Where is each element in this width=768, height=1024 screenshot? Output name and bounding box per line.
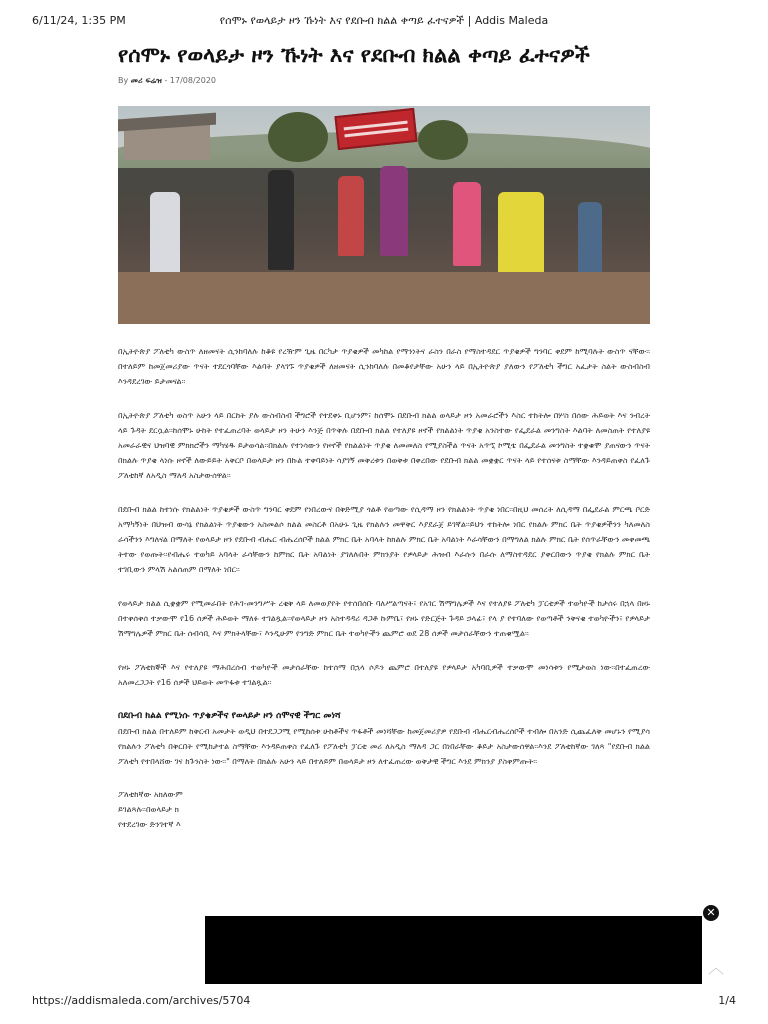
article-paragraph: በደቡብ ክልል ከተነሱ የክልልነት ጥያቄዎች ውስጥ ግንባር ቀደም የነበረውና በቅድሚያ ጎልቶ የወጣው የሲዳማ ዞን የክልልነት ጥያቄ ነበር፡፡በዚህ መሰረት ለሲዳማ በፌደራል ምርጫ ቦርድ አማካኝነት በህዝብ ውሳኔ የክልልነት ጥያቄውን አስመልሶ ክልል መስርቶ በአሁኑ ጊዜ የክልሉን መዋቅር እያደራጀ ይገኛል፡፡ይህን ተከትሎ ነበር የክልሉ ምክር ቤት ጥያቄዎችንን ካለመለስ ራሳችንን እግለናል በማለት የወላይታ ዞን የደቡብ ብሔር ብሔረሰቦች ክልል ምክር ቤት አባላት ከክልሉ ምክር ቤት አባልነት እራሳቸውን በማግለል ክልሉ ምክር ቤት የሰጥራቸውን መቀመጫ ትተው የወጡት፡፡የብሔሩ ተወካይ አባላት ራሳቸውን ከምክር ቤት አባልነት ያገለሉበት ምክንያት የዎላይታ ሕዝብ እራሱን በራሱ ለማስተዳደር ያቀርበውን ጥያቄ የክልሉ ምክር ቤት ተገቢውን ምላሽ አልሰጠም በማለት ነበር፡፡ (118, 505, 650, 574)
publish-date: 17/08/2020 (169, 76, 217, 85)
page-url: https://addismaleda.com/archives/5704 (32, 994, 251, 1007)
photo-road (118, 272, 650, 324)
photo-person (150, 192, 180, 282)
photo-person (498, 192, 544, 284)
trailing-line: ፖለቲከኛው አክለውም (118, 790, 183, 799)
article-body (118, 344, 650, 832)
photo-tree (418, 120, 468, 160)
article-paragraph: በኢትዮጵያ ፖለቲካ ወስጥ አሁን ላይ በርከት ያሉ ውስብስብ ችግሮች የተደቀኑ ቢሆንም፣ ከሰሞኑ በደቡብ ክልል ወላይታ ዞን አመራሮችን እስር ተከትሎ በሦስ በሰው ሕይወት እና ንብረት ላይ ጉዳት ደርሷል፡፡ከሰሞኑ ሁከት የተፈጠረባት ወላይታ ዞን ትሁን እንጅ በጥቅሉ በደቡብ ክልል የተለያዩ ዞኖች የክልልነት ጥያቄ አንስተው የፌደራል መንግስት እልባት ለመስጠት የተለያዩ አመራራዊና ህዝባዊ ምክክሮችን ማካሄዱ ይታወሳል፡፡በክልሉ የተነሳውን የዞኖች የክልልነት ጥያቄ ለመመለስ የሚያስችል ጥናት አጥኚ ኮሚቴ በፌደራል መንግስት ተቋቁሞ ያጠናውን ጥናት በክልሉ ጥያቄ ላነሱ ዞኖች ለውይይት አቅርቦ በወላይታ ዞን በኩል ተቀባይነት ሳያገኝ መቅረቱን በወቅቱ በቀረበው የደቡብ ክልል መቋቋር ጥናት ላይ የተሰናቱ ስማቸው እንዳይጠቀስ የፈለጉ ፖለቲከኛ ለአዲስ ማለዳ አስታውሰዋል፡፡ (118, 411, 650, 480)
photo-person (380, 166, 408, 256)
photo-person (268, 170, 294, 270)
print-header (32, 14, 736, 30)
article-paragraph: በደቡብ ክልል በተለይም ከቅርብ አመታት ወዲህ በተደጋጋሚ የሚከሰቱ ሁከቶችና ጥፋቶች መነሻቸው ከመጀመሪያዎ የደቡብ ብሔርብሔረሰቦች ተብሎ በአንድ ሲጨፈለቅ መሆኑን የሚያሳ የክልሉን ፖለቲካ በቅርበት የሚከታተል ስማቸው እንዳይጠቀስ የፈለጉ የፖለቲካ ፓርቲ መሪ ለአዲስ ማለዳ ጋር በነበራቸው ቆይታ አስታውሰዋል፡፡እንደ ፖለቲከኛው ገለጻ "የደቡብ ክልል ፖለቲካ የተበላሸው ገና ከጉንስት ነው፡፡" በማለት በክልሉ አሁን ላይ በተለይም በወላይታ ዞን ለተፈጠረው ወቅታዊ ችግር እንደ ምክንያ ያስቀምጡት፡፡ (118, 727, 650, 766)
article-paragraph: የወላይታ ክልል ሲቋቋም የሚመራበት የሕገ-መንግሥት ረቂቅ ላይ ለመወያየት የተሰበሰቡ ባለሥልጣናት፣ የአገር ሽማግሌዎች እና የተለያዩ ፖለቲካ ፓርቲዎች ተወካዮች ከታሰሩ በኋላ በዞኑ በተቀሰቀሰ ተቃውሞ የ16 ሰዎች ሕይወት ማለፉ ተገልጿል፡፡የወላይታ ዞን አስተዳዳሪ ዳጋቶ ኩምቤ፣ የዞኑ የድርጅት ጉዳይ ኃላፊ፣ የላ ያ የተባለው የወጣቶች ንቅናቄ ተወካዮችን፣ የዎላይታ ሽማግሌዎች ምክር ቤት ሰብሳቢ እና ምክትላቸው፣ እንዲሁም የንግድ ምክር ቤት ተወካዮችን ጨምሮ ወደ 28 ሰዎች መታሰራቸውን ተጠቁሟል፡፡ (118, 599, 650, 638)
page-number: 1/4 (718, 994, 736, 1007)
author-link[interactable]: መሪ ፍሬዝ (130, 76, 162, 85)
trailing-line: ይገልጻሉ፡፡በወላይታ ክ (118, 805, 179, 814)
print-page-title: የሰሞኑ የወላይታ ዞን ኹነት እና የደቡብ ክልል ቀጣይ ፈተናዎች | Addis Maleda (219, 14, 549, 27)
ad-overlay[interactable] (205, 916, 702, 984)
print-footer (32, 994, 736, 1010)
article-title: የሰሞኑ የወላይታ ዞን ኹነት እና የደቡብ ክልል ቀጣይ ፈተናዎች (118, 43, 590, 67)
article (118, 40, 650, 832)
photo-tree (268, 112, 328, 162)
scroll-to-top-icon[interactable]: ︿ (707, 958, 724, 977)
article-meta (118, 76, 650, 90)
print-datetime: 6/11/24, 1:35 PM (32, 14, 126, 27)
article-paragraph: በኢትዮጵያ ፖለቲካ ውስጥ ለዘመናት ሲንከባለሉ ከቆዩ የረዥም ጊዜ በርካታ ጥያቄዎች መካከል የማንነትና ራስን በራስ የማስተዳደር ጥያቄዎች ግንባር ቀደም ከሚባሉት ውስጥ ናቸው፡፡በተለይም ከመጀመሪያው ጥናት ተደርጎባቸው እልባት ያላገኙ ጥያቄዎች ለዘመናት ሲንከባለሉ በመቆየታቸው አሁን ላይ በኢትዮጵያ ያለውን የፖለቲካ ችግር አፈታት ስልት ውስብስብ እንዳደረገው ይታመናል፡፡ (118, 347, 650, 386)
featured-photo (118, 106, 650, 324)
close-icon[interactable]: ✕ (703, 905, 719, 921)
photo-person (578, 202, 602, 282)
photo-person (338, 176, 364, 256)
trailing-line: የተደረገው ድንገተኛ እ (118, 820, 181, 829)
by-label: By (118, 76, 129, 85)
article-paragraph: የዞኑ ፖለቲከኞች እና የተለያዩ ማሕበረሰብ ተወካዮች መታሰራቸው ከተሰማ በኋላ ሶዶን ጨምሮ በተለያዩ የዎላይታ አካባቢዎች ተቃውሞ መነሳቱን የሚታወስ ነው፡፡በተፈጠረው አለመረጋጋት የ16 ሰዎች ህይወት መጥፋቱ ተገልጿል፡፡ (118, 663, 650, 687)
section-heading: በደቡብ ክልል የሚነሱ ጥያቄዎችና የወላይታ ዞን ሰሞናዊ ችግር መነሻ (118, 711, 341, 721)
photo-person (453, 182, 481, 266)
meta-separator: - (164, 76, 168, 85)
